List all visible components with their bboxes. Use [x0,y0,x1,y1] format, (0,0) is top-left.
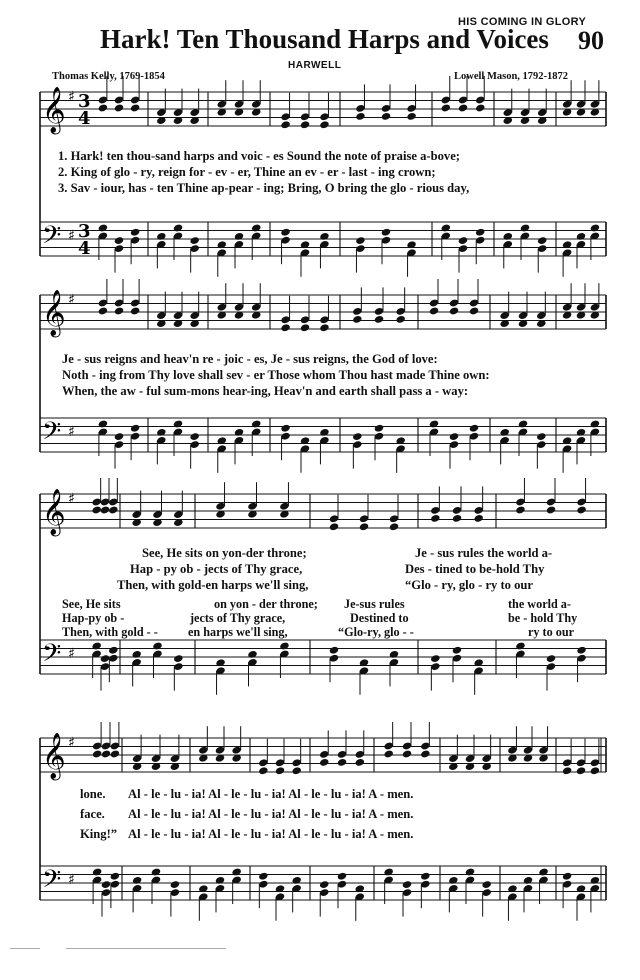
notehead [475,103,485,112]
notehead [576,646,586,655]
notehead [98,419,108,428]
notehead [576,428,586,437]
notehead [114,306,124,315]
notehead [173,223,183,232]
notehead [518,419,528,428]
notehead [114,432,124,441]
notehead [465,867,475,876]
system-3-bass-end-1: the world a- [508,597,571,611]
notehead [536,432,546,441]
notehead [359,522,369,531]
notehead [576,505,586,514]
notehead [355,112,365,121]
notehead [374,424,384,433]
notehead [130,306,140,315]
system-3-bass-verse-2: Hap-py ob - [62,611,125,625]
notehead [420,749,430,758]
notehead [251,223,261,232]
notehead [91,641,101,650]
time-signature: 3 [78,221,91,242]
notehead [590,223,600,232]
notehead [441,103,451,112]
notehead [374,315,384,324]
notehead [355,236,365,245]
notehead [590,419,600,428]
system-3-bass-mid-3: en harps we'll sing, [188,625,288,639]
notehead [499,428,509,437]
system-3-bass-mid-2: jects of Thy grace, [190,611,286,625]
notehead [110,872,120,881]
notehead [515,505,525,514]
notehead [247,650,257,659]
notehead [231,867,241,876]
notehead [319,120,329,129]
system-1-verse-2: 2. King of glo - ry, reign for - ev - er, Thine an ev - er - last - ing crown; [58,165,436,179]
bass-clef: 𝄢 [42,417,62,452]
notehead [538,867,548,876]
system-2-verse-1: Je - sus reigns and heav'n re - joic - es, Je - sus reigns, the God of love: [62,352,438,366]
system-2-verse-3: When, the aw - ful sum-mons hear-ing, Heav'n and earth shall pass a - way: [62,384,469,398]
system-3-soprano-right-2: Des - tined to be-hold Thy [405,562,545,576]
notehead [291,766,301,775]
footer-rule-left [10,948,40,949]
notehead [300,323,310,332]
tune-name: HARWELL [288,60,342,71]
notehead [173,419,183,428]
notehead [91,505,101,514]
treble-clef: 𝄞 [42,489,66,535]
notehead [98,306,108,315]
notehead [469,424,479,433]
sharp-sign: ♯ [68,292,75,308]
notehead [448,876,458,885]
notehead [546,505,556,514]
notehead [101,880,111,889]
system-4-refrain-3: Al - le - lu - ia! Al - le - lu - ia! Al - le - lu - ia! A - men. [128,827,414,841]
notehead [503,232,513,241]
notehead [337,758,347,767]
notehead [452,646,462,655]
notehead [101,749,111,758]
notehead [429,306,439,315]
system-3-bass-verse-1: See, He sits [62,597,121,611]
notehead [475,228,485,237]
treble-clef: 𝄞 [42,290,66,336]
notehead [291,876,301,885]
notehead [523,876,533,885]
notehead [402,749,412,758]
notehead [280,228,290,237]
notehead [258,766,268,775]
notehead [383,749,393,758]
notehead [319,758,329,767]
music-credit: Lowell Mason, 1792-1872 [454,71,569,82]
notehead [156,428,166,437]
system-3-soprano-verse-1: See, He sits on yon-der throne; [142,546,307,560]
system-3-bass-verse-3: Then, with gold - - [62,625,158,639]
notehead [114,236,124,245]
notehead [108,505,118,514]
bass-clef: 𝄢 [42,865,62,900]
notehead [156,232,166,241]
notehead [152,641,162,650]
notehead [590,876,600,885]
notehead [562,872,572,881]
notehead [515,641,525,650]
footer-rule [66,948,226,949]
notehead [590,766,600,775]
notehead [280,323,290,332]
notehead [329,646,339,655]
notehead [430,514,440,523]
system-4-ending-3: King!” [80,827,118,841]
notehead [576,766,586,775]
notehead [383,867,393,876]
notehead [352,432,362,441]
sharp-sign: ♯ [68,89,75,105]
notehead [98,103,108,112]
system-3-bass-end-3: ry to our [528,625,575,639]
notehead [130,103,140,112]
notehead [319,323,329,332]
hymn-number: 90 [578,26,604,55]
system-3-soprano-right-3: “Glo - ry, glo - ry to our [405,578,534,592]
notehead [92,749,102,758]
notehead [337,872,347,881]
system-2-verse-2: Noth - ing from Thy love shall sev - er Those whom Thou hast made Thine own: [62,368,490,382]
bass-clef: 𝄢 [42,639,62,674]
notehead [546,654,556,663]
notehead [189,432,199,441]
notehead [114,103,124,112]
notehead [108,646,118,655]
notehead [420,872,430,881]
notehead [279,641,289,650]
time-signature: 4 [78,108,91,129]
section-heading: HIS COMING IN GLORY [458,16,587,28]
notehead [319,232,329,241]
notehead [389,522,399,531]
notehead [449,432,459,441]
notehead [406,112,416,121]
time-signature: 3 [78,91,91,112]
notehead [280,424,290,433]
sharp-sign: ♯ [68,228,75,244]
sharp-sign: ♯ [68,872,75,888]
system-3-soprano-verse-3: Then, with gold-en harps we'll sing, [117,578,309,592]
system-4-ending-1: lone. [80,787,106,801]
system-3-soprano-verse-2: Hap - py ob - jects of Thy grace, [130,562,303,576]
notehead [280,120,290,129]
notehead [130,424,140,433]
notehead [441,223,451,232]
system-4-refrain-2: Al - le - lu - ia! Al - le - lu - ia! Al - le - lu - ia! A - men. [128,807,414,821]
notehead [189,236,199,245]
system-3-bass-end-2: be - hold Thy [508,611,578,625]
treble-clef: 𝄞 [42,87,66,133]
notehead [381,228,391,237]
notehead [215,876,225,885]
system-3-soprano-right-1: Je - sus rules the world a- [415,546,553,560]
notehead [92,867,102,876]
sharp-sign: ♯ [68,646,75,662]
notehead [258,872,268,881]
sharp-sign: ♯ [68,735,75,751]
notehead [100,654,110,663]
time-signature: 4 [78,238,91,259]
notehead [402,880,412,889]
notehead [173,654,183,663]
notehead [458,236,468,245]
notehead [355,758,365,767]
notehead [170,880,180,889]
words-credit: Thomas Kelly, 1769-1854 [52,71,165,82]
notehead [329,522,339,531]
notehead [352,315,362,324]
notehead [458,103,468,112]
notehead [381,112,391,121]
notehead [473,514,483,523]
notehead [395,315,405,324]
system-3-bass-right-3: “Glo-ry, glo - - [338,625,414,639]
system-4-ending-2: face. [80,807,105,821]
treble-clef: 𝄞 [42,733,66,779]
system-3-bass-right-2: Destined to [350,611,409,625]
notehead [234,232,244,241]
bass-clef: 𝄢 [42,221,62,256]
notehead [151,867,161,876]
notehead [110,749,120,758]
notehead [234,428,244,437]
notehead [251,419,261,428]
system-1-verse-3: 3. Sav - iour, has - ten Thine ap-pear - ing; Bring, O bring the glo - rious day, [58,181,470,195]
notehead [429,419,439,428]
notehead [130,228,140,237]
notehead [132,876,142,885]
notehead [98,223,108,232]
notehead [576,232,586,241]
notehead [275,766,285,775]
sharp-sign: ♯ [68,491,75,507]
notehead [520,223,530,232]
system-3-bass-right-1: Je-sus rules [344,597,405,611]
notehead [481,880,491,889]
hymn-title: Hark! Ten Thousand Harps and Voices [100,24,549,54]
sharp-sign: ♯ [68,424,75,440]
notehead [100,505,110,514]
notehead [319,880,329,889]
notehead [300,120,310,129]
notehead [449,306,459,315]
notehead [452,514,462,523]
notehead [469,306,479,315]
notehead [389,650,399,659]
system-3-bass-mid-1: on yon - der throne; [214,597,318,611]
notehead [537,236,547,245]
notehead [131,650,141,659]
system-4-refrain-1: Al - le - lu - ia! Al - le - lu - ia! Al - le - lu - ia! A - men. [128,787,414,801]
system-1-verse-1: 1. Hark! ten thou-sand harps and voic - es Sound the note of praise a-bove; [58,149,460,163]
notehead [430,654,440,663]
notehead [319,428,329,437]
notehead [562,766,572,775]
